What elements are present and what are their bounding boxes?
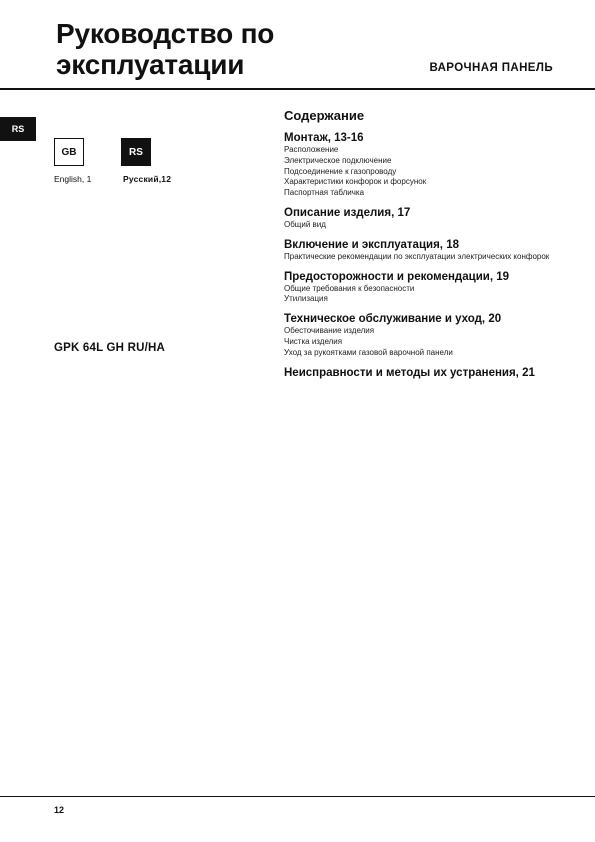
header-divider (0, 88, 595, 90)
toc-item: Чистка изделия (284, 336, 343, 346)
toc-section-heading[interactable]: Включение и эксплуатация, 18 (284, 238, 459, 251)
product-type: ВАРОЧНАЯ ПАНЕЛЬ (429, 62, 553, 74)
toc-title: Содержание (284, 108, 365, 123)
toc-item: Паспортная табличка (284, 188, 365, 198)
toc-section-description (284, 206, 564, 231)
language-badge-rs[interactable]: RS (121, 138, 151, 166)
toc-item: Общий вид (284, 219, 326, 229)
language-caption-russian[interactable]: Русский,12 (123, 174, 172, 184)
toc-item: Общие требования к безопасности (284, 283, 415, 293)
document-title (56, 18, 274, 80)
toc-item: Практические рекомендации по эксплуатации электрических конфорок (284, 251, 550, 261)
toc-item: Обесточивание изделия (284, 326, 375, 336)
language-side-tab: RS (0, 117, 36, 141)
toc-section-heading[interactable]: Неисправности и методы их устранения, 21 (284, 366, 535, 379)
toc-section-heading[interactable]: Предосторожности и рекомендации, 19 (284, 270, 510, 283)
toc-item: Характеристики конфорок и форсунок (284, 177, 427, 187)
table-of-contents (284, 108, 564, 387)
toc-item: Уход за рукоятками газовой варочной панели (284, 347, 453, 357)
toc-section-heading[interactable]: Монтаж, 13-16 (284, 132, 364, 144)
model-number: GPK 64L GH RU/HA (54, 342, 165, 354)
toc-section-heading[interactable]: Описание изделия, 17 (284, 206, 411, 219)
document-title-line-1: Руководство по (56, 18, 275, 49)
toc-item: Электрическое подключение (284, 155, 392, 165)
toc-item: Расположение (284, 145, 339, 154)
language-caption-english[interactable]: English, 1 (54, 174, 92, 184)
toc-section-troubleshooting (284, 366, 564, 380)
toc-item: Подсоединение к газопроводу (284, 166, 397, 176)
page-number: 12 (54, 805, 65, 815)
language-badge-gb[interactable]: GB (54, 138, 84, 166)
toc-item: Утилизация (284, 294, 328, 304)
toc-section-operation (284, 238, 564, 263)
toc-section-heading[interactable]: Техническое обслуживание и уход, 20 (284, 313, 502, 326)
document-title-line-2: эксплуатации (56, 49, 245, 80)
toc-section-installation (284, 131, 564, 199)
footer-divider (0, 796, 595, 797)
toc-section-maintenance (284, 312, 564, 358)
toc-section-precautions (284, 270, 564, 306)
